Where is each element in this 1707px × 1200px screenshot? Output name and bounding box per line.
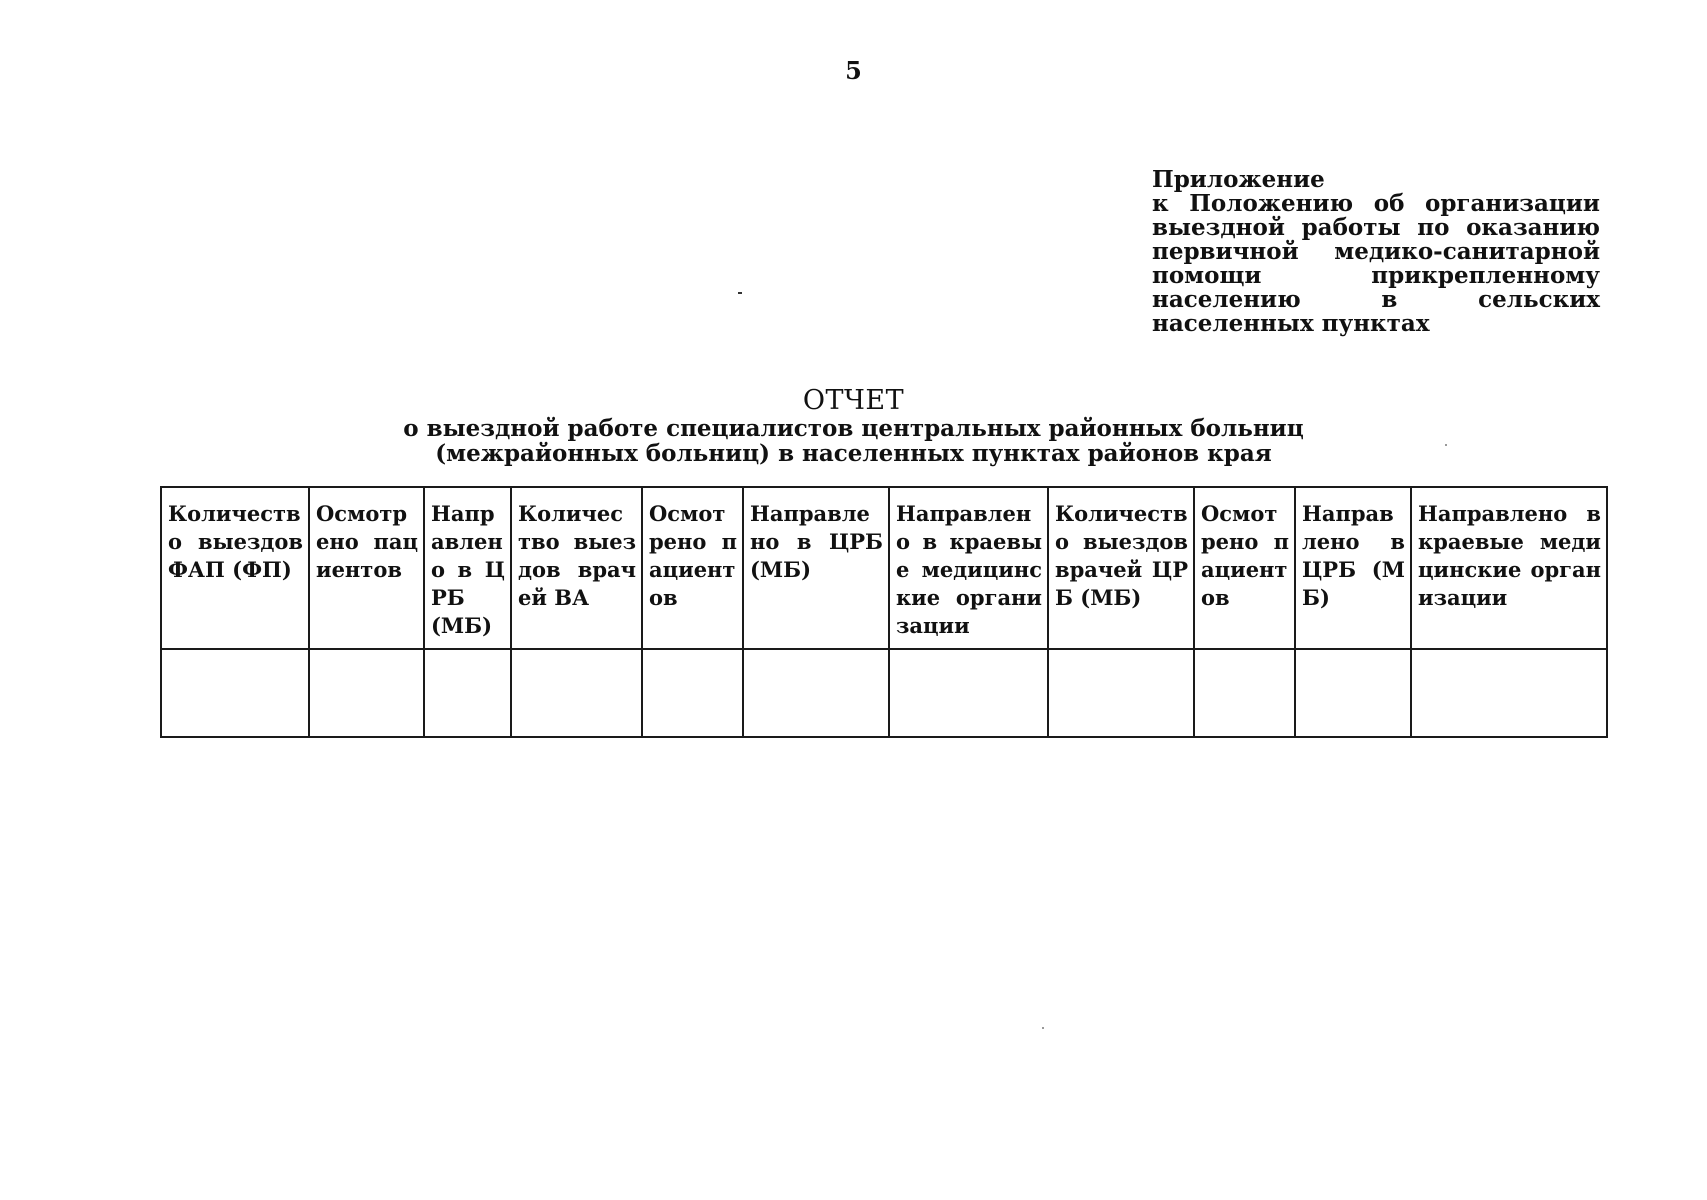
page-number: 5 [845, 56, 862, 85]
table-cell [1411, 649, 1607, 737]
report-title: ОТЧЕТ [802, 385, 905, 416]
appendix-title: Приложение [1152, 166, 1325, 193]
column-header: Количество выездов ФАП (ФП) [161, 487, 309, 649]
table-cell [1048, 649, 1194, 737]
column-header: Направлено в краевые медицинские организации [1411, 487, 1607, 649]
table-row [161, 649, 1607, 737]
scan-artifact [1042, 1027, 1044, 1029]
appendix-block [1152, 168, 1600, 336]
table-cell [511, 649, 642, 737]
report-subtitle-line-2: (межрайонных больниц) в населенных пунктах районов края [435, 440, 1272, 467]
table-cell [889, 649, 1048, 737]
scan-artifact [738, 292, 742, 294]
report-heading [0, 386, 1707, 466]
column-header: Осмотрено пациентов [1194, 487, 1295, 649]
table-cell [1295, 649, 1411, 737]
column-header: Осмотрено пациентов [642, 487, 743, 649]
table-cell [424, 649, 511, 737]
column-header: Осмотрено пациентов [309, 487, 424, 649]
column-header: Направлено в ЦРБ (МБ) [1295, 487, 1411, 649]
table-cell [309, 649, 424, 737]
appendix-text: к Положению об организации выездной работы по оказанию первичной медико-санитарной помощи прикрепленному населению в сельских населенных пунктах [1152, 190, 1600, 337]
table-cell [642, 649, 743, 737]
table-cell [743, 649, 889, 737]
table-cell [161, 649, 309, 737]
column-header: Количество выездов врачей ВА [511, 487, 642, 649]
table-cell [1194, 649, 1295, 737]
column-header: Направлено в ЦРБ (МБ) [424, 487, 511, 649]
column-header: Количество выездов врачей ЦРБ (МБ) [1048, 487, 1194, 649]
report-table [160, 486, 1608, 738]
column-header: Направлено в ЦРБ (МБ) [743, 487, 889, 649]
report-subtitle-line-1: о выездной работе специалистов центральных районных больниц [403, 415, 1304, 442]
column-header: Направлено в краевые медицинские организации [889, 487, 1048, 649]
table-header-row [161, 487, 1607, 649]
